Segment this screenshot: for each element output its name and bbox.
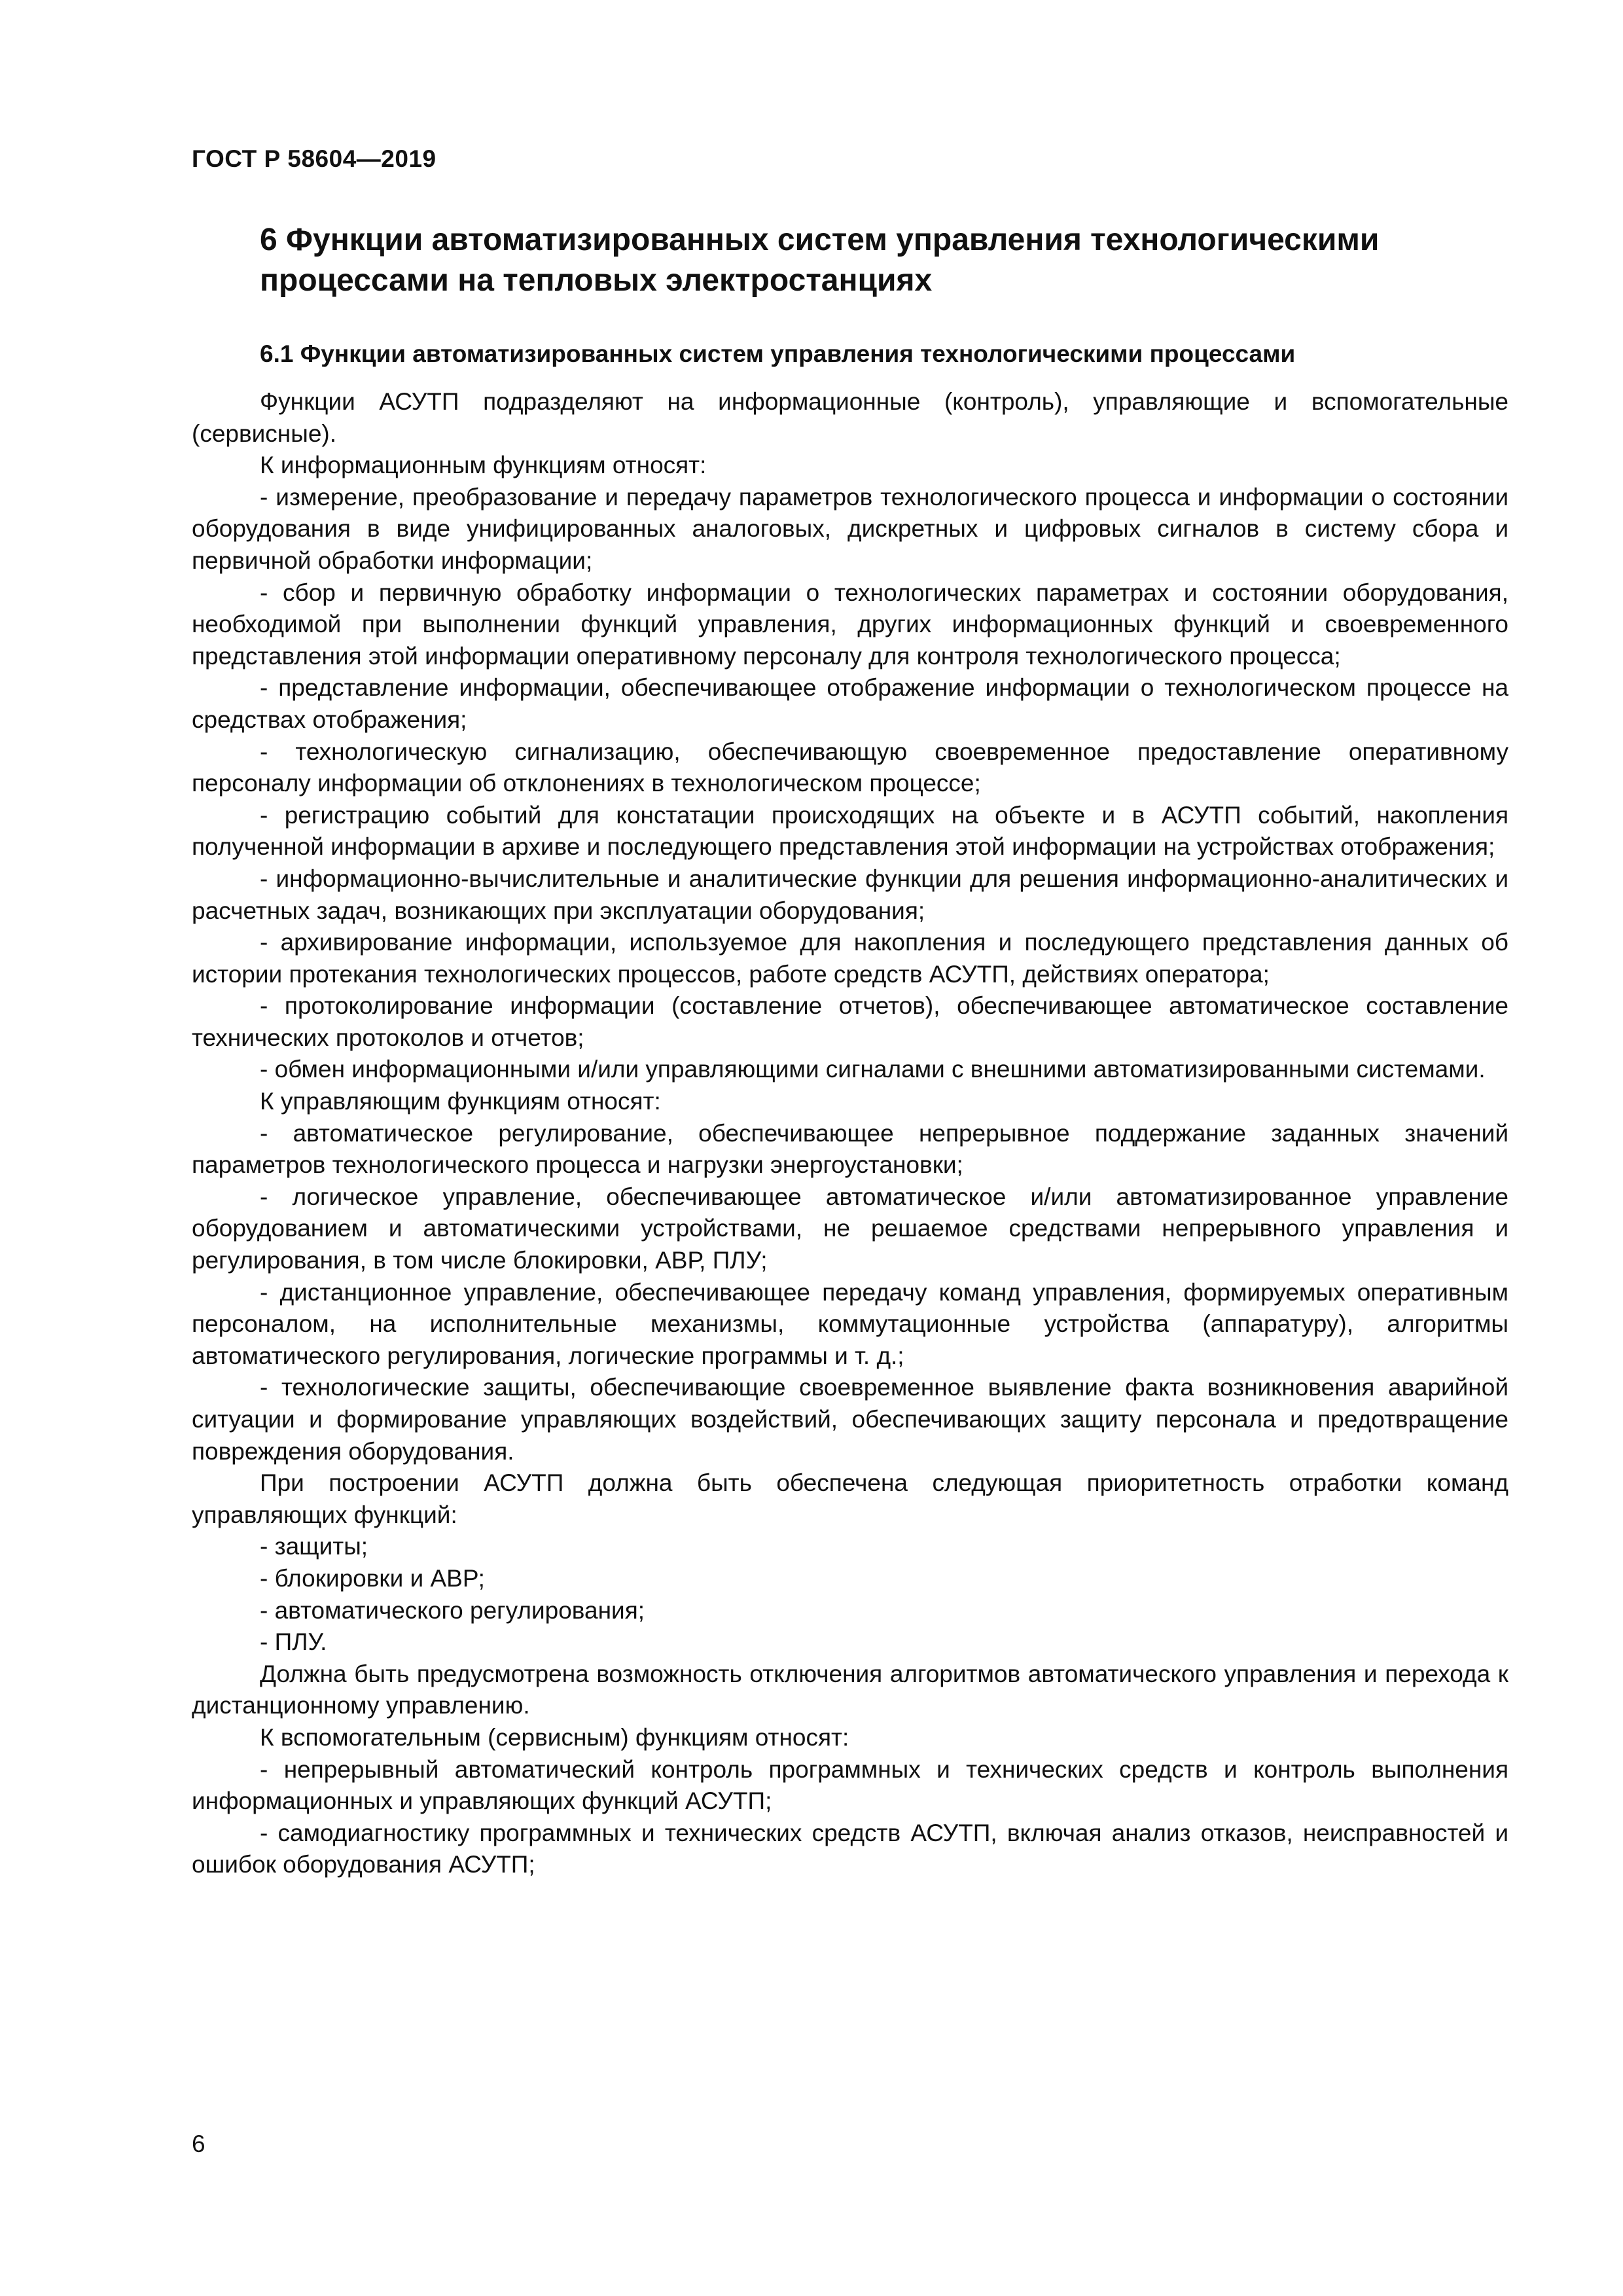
list-item: - блокировки и АВР; bbox=[260, 1564, 485, 1592]
subsection-title: 6.1 Функции автоматизированных систем управления технологическими процессами bbox=[260, 340, 1296, 367]
disable-paragraph: Должна быть предусмотрена возможность отключения алгоритмов автоматического управления и перехода к дистанционному управлению. bbox=[192, 1660, 1508, 1719]
list-item: - сбор и первичную обработку информации о технологических параметрах и состоянии оборудования, необходимой при выполнении функций управления, других информационных функций и своевременного представления этой информации оперативному персоналу для контроля технологического процесса; bbox=[192, 579, 1508, 670]
list-item: - ПЛУ. bbox=[260, 1628, 327, 1656]
list-item: - представление информации, обеспечивающее отображение информации о технологическом процессе на средствах отображения; bbox=[192, 674, 1508, 733]
list-item: - измерение, преобразование и передачу параметров технологического процесса и информации о состоянии оборудования в виде унифицированных аналоговых, дискретных и цифровых сигналов в систему сбора и первичной обработки информации; bbox=[192, 483, 1508, 574]
list-item: - обмен информационными и/или управляющими сигналами с внешними автоматизированными системами. bbox=[260, 1056, 1486, 1083]
list-item: - архивирование информации, используемое для накопления и последующего представления данных об истории протекания технологических процессов, работе средств АСУТП, действиях оператора; bbox=[192, 929, 1508, 988]
page-number: 6 bbox=[192, 2130, 205, 2157]
list-item: - протоколирование информации (составление отчетов), обеспечивающее автоматическое составление технических протоколов и отчетов; bbox=[192, 992, 1508, 1051]
service-functions-heading: К вспомогательным (сервисным) функциям относят: bbox=[260, 1723, 849, 1751]
list-item: - автоматического регулирования; bbox=[260, 1596, 645, 1624]
priority-paragraph: При построении АСУТП должна быть обеспечена следующая приоритетность отработки команд управляющих функций: bbox=[192, 1469, 1508, 1528]
body-text bbox=[192, 386, 1508, 1881]
list-item: - регистрацию событий для констатации происходящих на объекте и в АСУТП событий, накопления полученной информации в архиве и последующего представления этой информации на устройствах отображения; bbox=[192, 801, 1508, 861]
list-item: - защиты; bbox=[260, 1533, 368, 1560]
document-code-header: ГОСТ Р 58604—2019 bbox=[192, 145, 437, 172]
list-item: - автоматическое регулирование, обеспечивающее непрерывное поддержание заданных значений параметров технологического процесса и нагрузки энергоустановки; bbox=[192, 1119, 1508, 1179]
info-functions-heading: К информационным функциям относят: bbox=[260, 452, 707, 479]
section-title: 6 Функции автоматизированных систем управления технологическими процессами на тепловых электростанциях bbox=[260, 223, 1380, 298]
list-item: - технологические защиты, обеспечивающие своевременное выявление факта возникновения аварийной ситуации и формирование управляющих воздействий, обеспечивающих защиту персонала и предотвращение повреждения оборудования. bbox=[192, 1374, 1508, 1465]
list-item: - технологическую сигнализацию, обеспечивающую своевременное предоставление оперативному персоналу информации об отклонениях в технологическом процессе; bbox=[192, 738, 1508, 797]
intro-paragraph: Функции АСУТП подразделяют на информационные (контроль), управляющие и вспомогательные (сервисные). bbox=[192, 388, 1508, 447]
list-item: - дистанционное управление, обеспечивающее передачу команд управления, формируемых оперативным персоналом, на исполнительные механизмы, коммутационные устройства (аппаратуру), алгоритмы автоматического регулирования, логические программы и т. д.; bbox=[192, 1278, 1508, 1369]
list-item: - самодиагностику программных и технических средств АСУТП, включая анализ отказов, неисправностей и ошибок оборудования АСУТП; bbox=[192, 1819, 1508, 1878]
list-item: - информационно-вычислительные и аналитические функции для решения информационно-аналитических и расчетных задач, возникающих при эксплуатации оборудования; bbox=[192, 865, 1508, 924]
list-item: - непрерывный автоматический контроль программных и технических средств и контроль выполнения информационных и управляющих функций АСУТП; bbox=[192, 1755, 1508, 1815]
list-item: - логическое управление, обеспечивающее автоматическое и/или автоматизированное управление оборудованием и автоматическими устройствами, не решаемое средствами непрерывного управления и регулирования, в том числе блокировки, АВР, ПЛУ; bbox=[192, 1183, 1508, 1274]
control-functions-heading: К управляющим функциям относят: bbox=[260, 1088, 661, 1115]
